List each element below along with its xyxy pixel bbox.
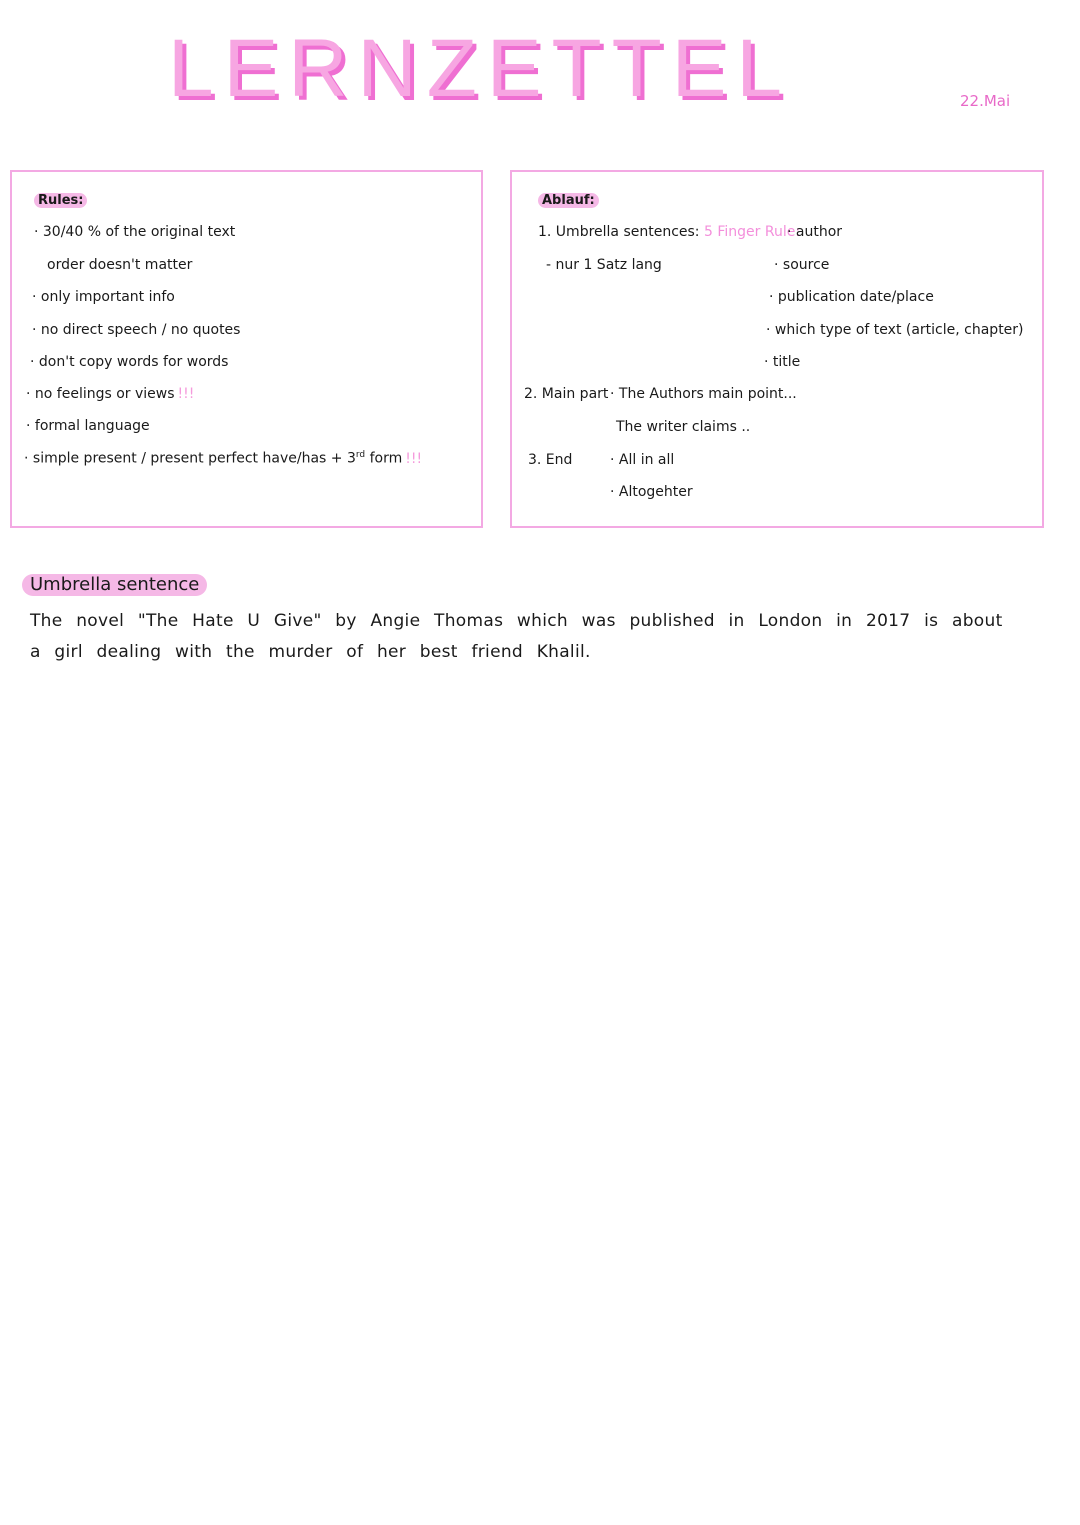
step-3-item: · All in all xyxy=(610,452,675,468)
umbrella-text: The novel "The Hate U Give" by Angie Thomas which was published in London in 2017 is about a girl dealing with the murder of her best friend Khalil. xyxy=(30,611,1003,662)
finger-item: · which type of text (article, chapter) xyxy=(766,322,1024,338)
step-1: 1. Umbrella sentences: 5 Finger Rule: xyxy=(538,224,801,240)
rule-item: · 30/40 % of the original text xyxy=(34,224,236,240)
rule-item: · only important info xyxy=(32,289,175,305)
rule-item: · don't copy words for words xyxy=(30,354,229,370)
rules-box xyxy=(10,170,483,528)
step-1-note: - nur 1 Satz lang xyxy=(546,257,662,273)
step-2-item: · The Authors main point... xyxy=(610,386,797,402)
finger-item: · publication date/place xyxy=(769,289,934,305)
five-finger-rule: 5 Finger Rule: xyxy=(703,224,801,240)
ablauf-heading: Ablauf: xyxy=(538,192,599,208)
rule-item: · no direct speech / no quotes xyxy=(32,322,241,338)
step-3: 3. End xyxy=(528,452,573,468)
exclamation-mark: !!! xyxy=(177,386,195,402)
rules-heading: Rules: xyxy=(34,192,87,208)
umbrella-heading: Umbrella sentence xyxy=(22,574,207,596)
page-title: LERNZETTEL xyxy=(168,23,792,114)
rule-item: · no feelings or views !!! xyxy=(26,386,195,402)
rule-item: · formal language xyxy=(26,418,150,434)
step-3-item: · Altogehter xyxy=(610,484,693,500)
finger-item: · title xyxy=(764,354,801,370)
finger-item: · author xyxy=(787,224,843,240)
date-label: 22.Mai xyxy=(960,92,1011,110)
finger-item: · source xyxy=(774,257,830,273)
ablauf-box xyxy=(510,170,1044,528)
step-2-item: The writer claims .. xyxy=(616,419,751,435)
rule-item: · simple present / present perfect have/has + 3rd form !!! xyxy=(24,450,423,467)
step-2: 2. Main part xyxy=(524,386,609,402)
rule-item: order doesn't matter xyxy=(47,257,193,273)
exclamation-mark: !!! xyxy=(405,450,423,467)
